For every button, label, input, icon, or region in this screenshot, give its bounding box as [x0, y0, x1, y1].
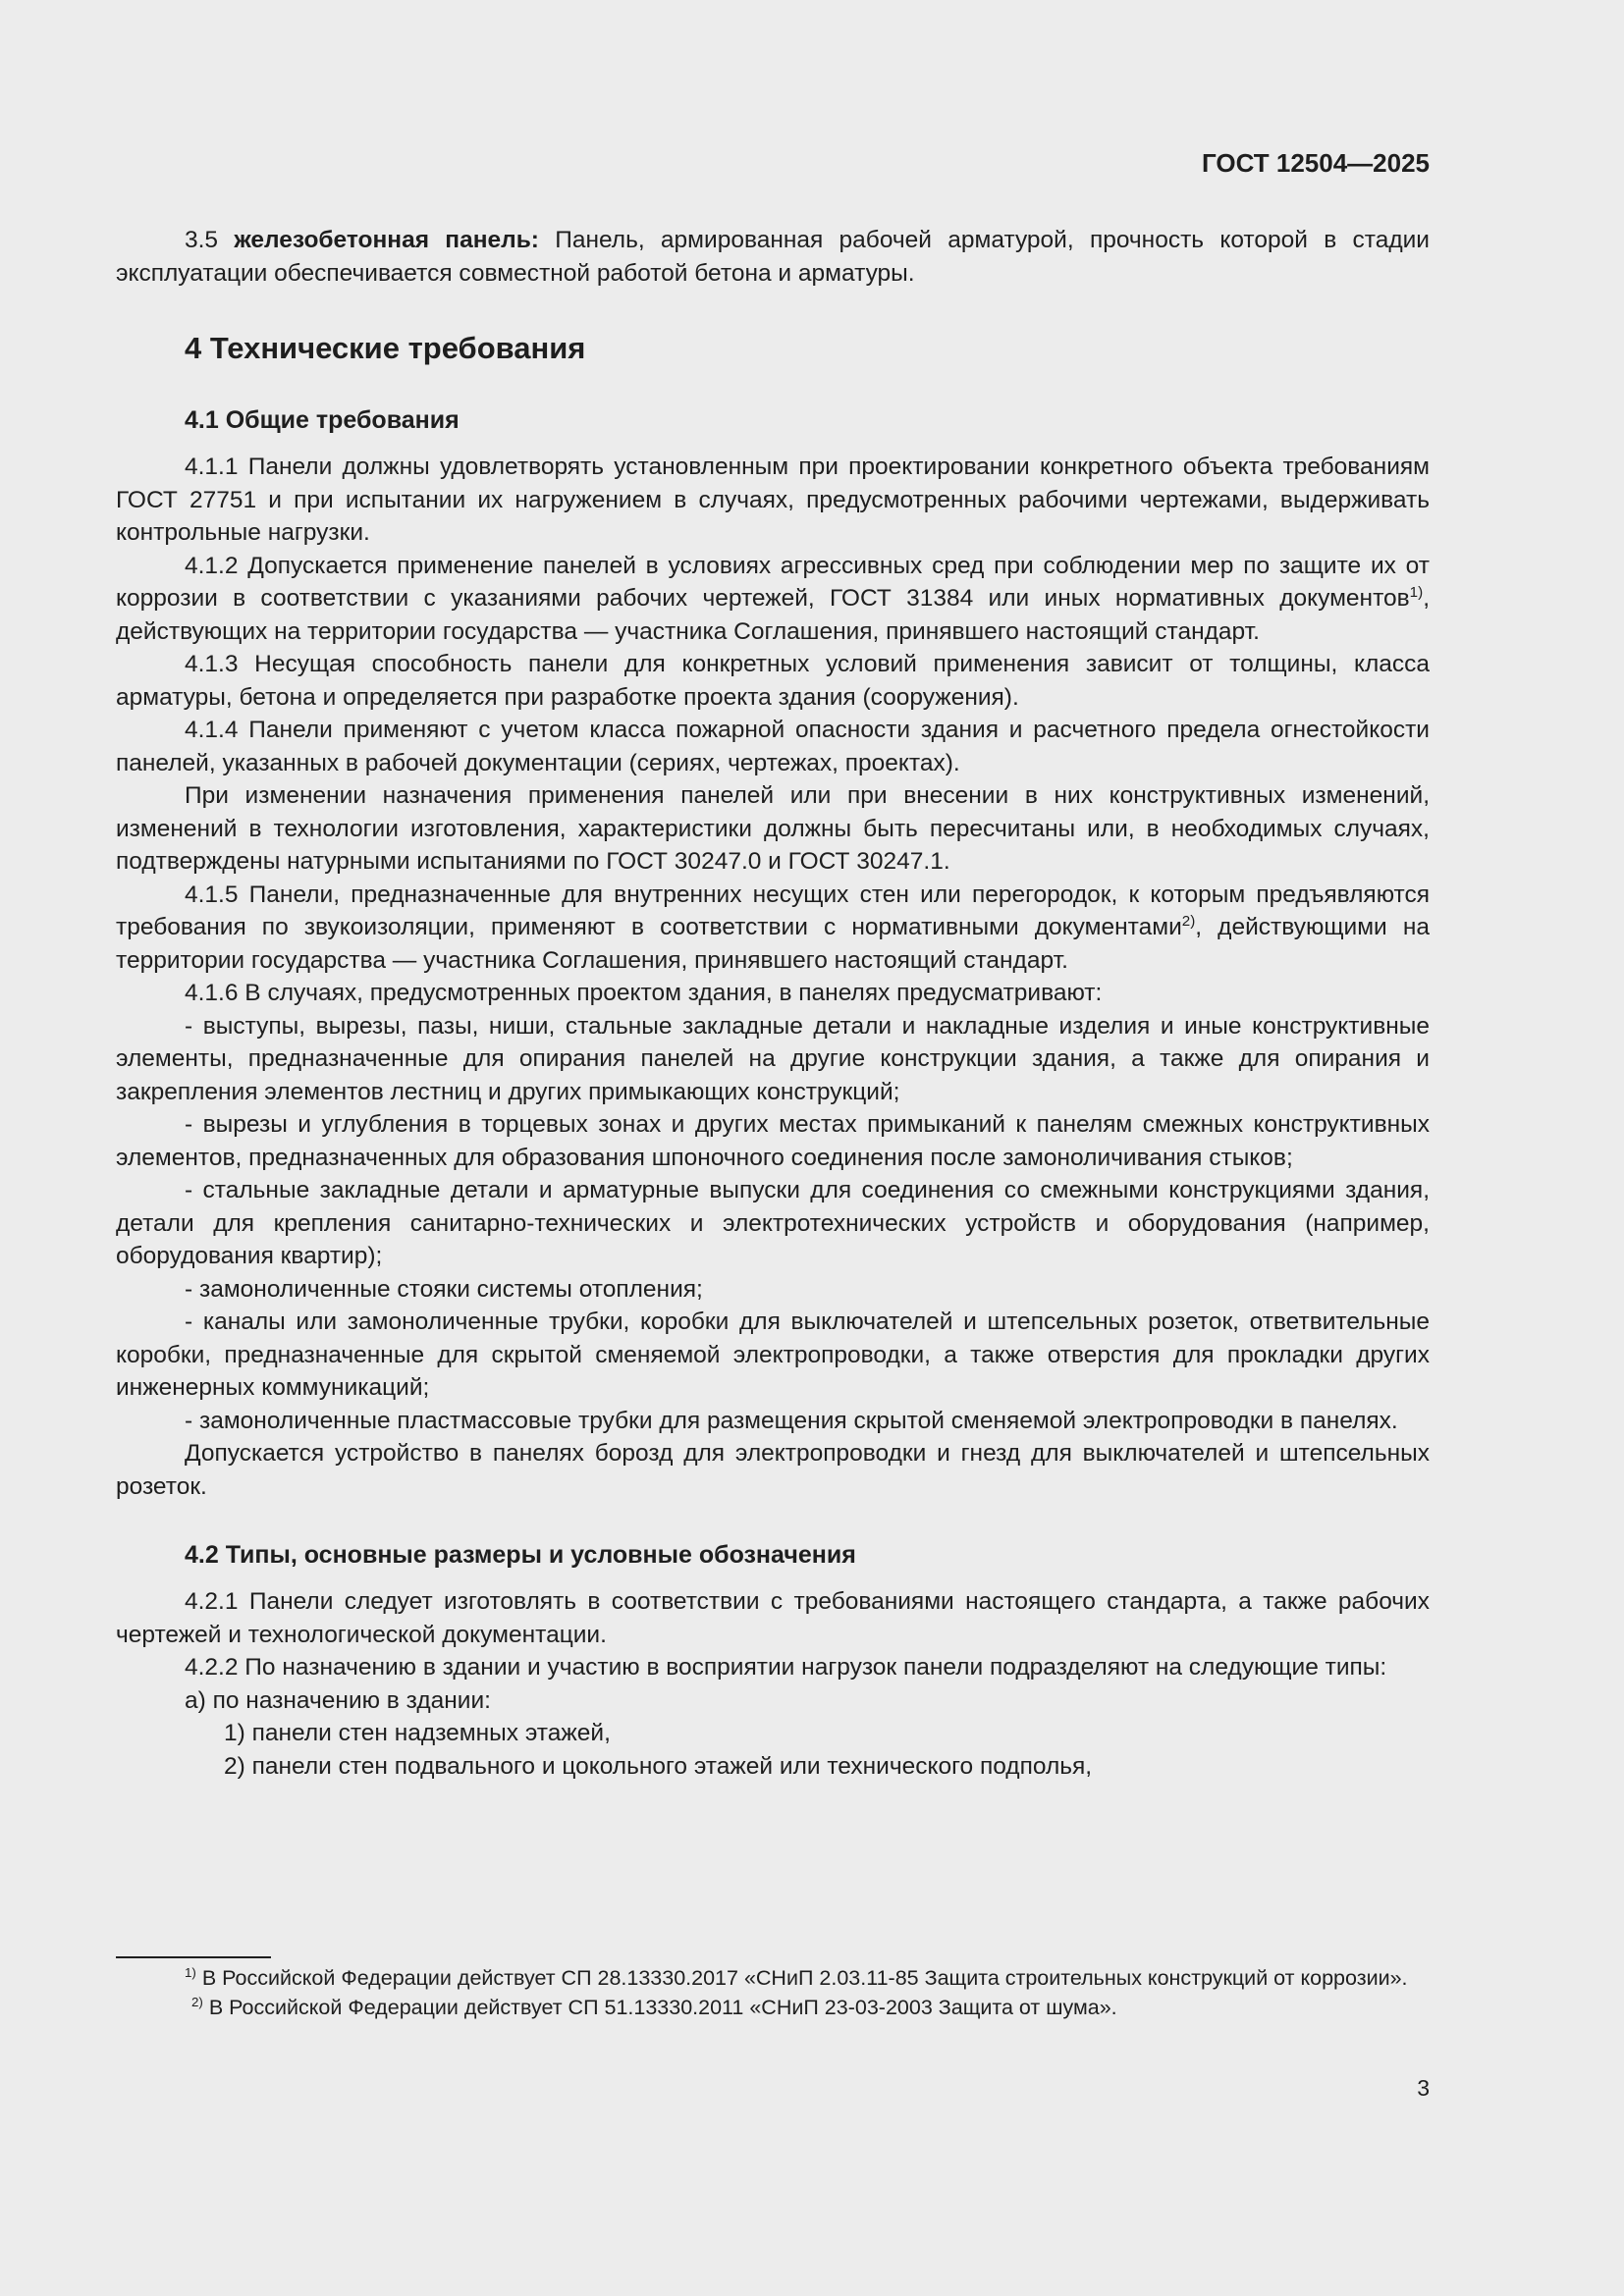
footnotes [116, 1963, 1430, 2022]
list-item-a: а) по назначению в здании: [185, 1686, 491, 1714]
list-item-a-1: 1) панели стен надземных этажей, [224, 1720, 611, 1746]
footnote-1-mark: 1) [185, 1964, 196, 1980]
footnote-ref-1: 1) [1409, 583, 1424, 601]
list-item: - замоноличенные пластмассовые трубки для размещения скрытой сменяемой электропроводки в панелях. [185, 1407, 1398, 1434]
footnote-1 [116, 1963, 1430, 1993]
list-item: - выступы, вырезы, пазы, ниши, стальные закладные детали и накладные изделия и иные конструктивные элементы, предназначенные для опирания панелей на другие конструкции здания, а также для опирания и закрепления элементов лестниц и других примыкающих конструкций; [116, 1012, 1430, 1105]
definition-text: Панель, армированная рабочей арматурой, прочность которой в стадии эксплуатации обеспечивается совместной работой бетона и арматуры. [116, 227, 1430, 287]
paragraph-4-2-2: 4.2.2 По назначению в здании и участию в восприятии нагрузок панели подразделяют на следующие типы: [185, 1654, 1387, 1681]
paragraph-4-1-1: 4.1.1 Панели должны удовлетворять установленным при проектировании конкретного объекта требованиям ГОСТ 27751 и при испытании их нагружением в случаях, предусмотренных рабочими чертежами, выдерживать контрольные нагрузки. [116, 454, 1430, 546]
footnote-2-mark: 2) [191, 1994, 203, 2009]
section-4-2-title: 4.2 Типы, основные размеры и условные обозначения [185, 1541, 856, 1569]
paragraph-4-1-6-end: Допускается устройство в панелях борозд для электропроводки и гнезд для выключателей и штепсельных розеток. [116, 1440, 1430, 1500]
footnote-2 [116, 1993, 1430, 2022]
document-code: ГОСТ 12504—2025 [1202, 148, 1430, 178]
paragraph-4-1-3: 4.1.3 Несущая способность панели для конкретных условий применения зависит от толщины, класса арматуры, бетона и определяется при разработке проекта здания (сооружения). [116, 651, 1430, 711]
paragraph-4-1-4: 4.1.4 Панели применяют с учетом класса пожарной опасности здания и расчетного предела огнестойкости панелей, указанных в рабочей документации (сериях, чертежах, проектах). [116, 717, 1430, 776]
paragraph-4-1-2-text-b: , действующих на территории государства — участника Соглашения, принявшего настоящий стандарт. [116, 585, 1430, 645]
paragraph-4-1-2 [116, 550, 1430, 649]
list-item: - замоноличенные стояки системы отопления; [185, 1275, 703, 1303]
section-4-title: 4 Технические требования [185, 331, 586, 365]
footnote-2-text: В Российской Федерации действует СП 51.13330.2011 «СНиП 23-03-2003 Защита от шума». [202, 1996, 1117, 2019]
footnote-ref-2: 2) [1181, 912, 1196, 930]
paragraph-4-1-2-text-a: 4.1.2 Допускается применение панелей в условиях агрессивных сред при соблюдении мер по защите их от коррозии в соответствии с указаниями рабочих чертежей, ГОСТ 31384 или иных нормативных документов [116, 552, 1430, 612]
list-item: - стальные закладные детали и арматурные выпуски для соединения со смежными конструкциями здания, детали для крепления санитарно-технических и электротехнических устройств и оборудования (например, оборудования квартир); [116, 1177, 1430, 1269]
paragraph-4-2-1: 4.2.1 Панели следует изготовлять в соответствии с требованиями настоящего стандарта, а также рабочих чертежей и технологической документации. [116, 1588, 1430, 1648]
section-4-1-title: 4.1 Общие требования [185, 406, 460, 434]
definition-term: железобетонная панель: [234, 227, 539, 253]
list-item-a-2: 2) панели стен подвального и цокольного этажей или технического подполья, [224, 1752, 1093, 1780]
paragraph-4-1-6: 4.1.6 В случаях, предусмотренных проектом здания, в панелях предусматривают: [185, 980, 1103, 1006]
page-body [116, 224, 1430, 1783]
list-item: - вырезы и углубления в торцевых зонах и других местах примыканий к панелям смежных конструктивных элементов, предназначенных для образования шпоночного соединения после замоноличивания стыков; [116, 1111, 1430, 1171]
paragraph-4-1-5-text-b: , действующими на территории государства — участника Соглашения, принявшего настоящий стандарт. [116, 914, 1430, 974]
paragraph-4-1-4-continuation: При изменении назначения применения панелей или при внесении в них конструктивных изменений, изменений в технологии изготовления, характеристики должны быть пересчитаны или, в необходимых случаях, подтверждены натурными испытаниями по ГОСТ 30247.0 и ГОСТ 30247.1. [116, 782, 1430, 875]
list-item: - каналы или замоноличенные трубки, коробки для выключателей и штепсельных розеток, ответвительные коробки, предназначенные для скрытой сменяемой электропроводки, а также отверстия для прокладки других инженерных коммуникаций; [116, 1308, 1430, 1401]
footnote-separator [116, 1956, 271, 1958]
page-number: 3 [1417, 2075, 1430, 2101]
footnote-1-text: В Российской Федерации действует СП 28.13330.2017 «СНиП 2.03.11-85 Защита строительных конструкций от коррозии». [195, 1966, 1408, 1990]
paragraph-4-1-5 [116, 879, 1430, 978]
definition-number: 3.5 [185, 227, 219, 253]
definition-3-5 [116, 224, 1430, 290]
paragraph-4-1-5-text-a: 4.1.5 Панели, предназначенные для внутренних несущих стен или перегородок, к которым предъявляются требования по звукоизоляции, применяют в соответствии с нормативными документами [116, 881, 1430, 940]
